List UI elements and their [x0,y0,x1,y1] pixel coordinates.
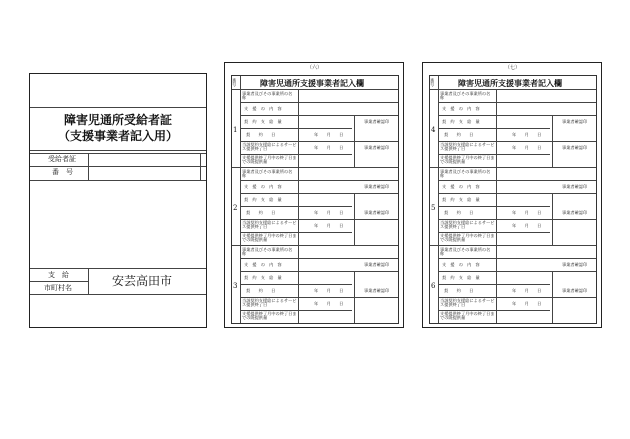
date-ymd: 年 月 日 [314,210,344,215]
support-content-label: 支 援 の 内 容 [442,106,480,111]
entry-number: 3 [233,282,238,290]
contract-amount-label: 契 約 支 給 量 [244,275,282,280]
form-title: 障害児通所支援事業者記入欄 [458,78,562,88]
remaining-label: 支援提供終了月中の終了日までの既提供量 [242,155,297,165]
contract-amount-label: 契 約 支 給 量 [244,119,282,124]
seal-label: 事業者確認印 [364,262,390,267]
issuer-label-2: 市町村名 [44,284,72,292]
support-content-label: 支 援 の 内 容 [244,106,282,111]
date-ymd: 年 月 日 [512,145,542,150]
header-col-label: 番号 [430,78,435,88]
end-date-label: 当該契約支援給によるサービス提供終了日 [242,142,297,152]
remaining-label: 支援提供終了月中の終了日までの既提供量 [440,311,495,321]
support-content-label: 支 援 の 内 容 [442,184,480,189]
end-date-label: 当該契約支援給によるサービス提供終了日 [242,298,297,308]
provider-name-label: 事業者及びその事業所の名称 [440,91,491,101]
contract-date-label: 契 約 日 [444,210,474,215]
contract-date-label: 契 約 日 [246,288,276,293]
contract-date-label: 契 約 日 [246,132,276,137]
cover-page [29,73,207,328]
page-number: （七） [505,65,521,71]
contract-date-label: 契 約 日 [246,210,276,215]
contract-amount-label: 契 約 支 給 量 [442,197,480,202]
entry-number: 4 [431,126,436,134]
contract-date-label: 契 約 日 [444,132,474,137]
seal-label: 事業者確認印 [562,288,588,293]
seal-label: 事業者確認印 [364,288,390,293]
provider-name-label: 事業者及びその事業所の名称 [242,247,293,257]
page-6 [224,62,404,328]
page-number: （六） [307,65,323,71]
cover-title-line1: 障害児通所受給者証 [63,113,172,127]
provider-name-label: 事業者及びその事業所の名称 [440,247,491,257]
end-date-label: 当該契約支援給によるサービス提供終了日 [242,220,297,230]
date-ymd: 年 月 日 [512,301,542,306]
date-ymd: 年 月 日 [314,301,344,306]
seal-label: 事業者確認印 [562,119,588,124]
date-ymd: 年 月 日 [314,288,344,293]
remaining-label: 支援提供終了月中の終了日までの既提供量 [440,155,495,165]
seal-label: 事業者確認印 [364,210,390,215]
date-ymd: 年 月 日 [512,288,542,293]
city-name: 安芸高田市 [112,274,173,288]
seal-label: 事業者確認印 [562,262,588,267]
seal-label: 事業者確認印 [562,184,588,189]
contract-amount-label: 契 約 支 給 量 [442,275,480,280]
recipient-label: 受給者証 [48,155,76,163]
seal-label: 事業者確認印 [364,184,390,189]
provider-name-label: 事業者及びその事業所の名称 [440,169,491,179]
seal-label: 事業者確認印 [364,145,390,150]
entry-number: 2 [233,204,238,212]
number-label: 番 号 [52,168,73,176]
date-ymd: 年 月 日 [314,132,344,137]
entry-number: 6 [431,282,436,290]
cover-title-line2: （支援事業者記入用） [57,129,178,143]
issuer-label-1: 支 給 [48,271,69,279]
date-ymd: 年 月 日 [314,145,344,150]
provider-name-label: 事業者及びその事業所の名称 [242,91,293,101]
provider-name-label: 事業者及びその事業所の名称 [242,169,293,179]
entry-number: 1 [233,126,238,134]
seal-label: 事業者確認印 [562,145,588,150]
remaining-label: 支援提供終了月中の終了日までの既提供量 [242,311,297,321]
header-col-label: 番号 [232,78,237,88]
form-title: 障害児通所支援事業者記入欄 [260,78,364,88]
contract-amount-label: 契 約 支 給 量 [244,197,282,202]
contract-amount-label: 契 約 支 給 量 [442,119,480,124]
date-ymd: 年 月 日 [512,132,542,137]
end-date-label: 当該契約支援給によるサービス提供終了日 [440,142,495,152]
date-ymd: 年 月 日 [512,223,542,228]
date-ymd: 年 月 日 [314,223,344,228]
support-content-label: 支 援 の 内 容 [244,184,282,189]
end-date-label: 当該契約支援給によるサービス提供終了日 [440,298,495,308]
end-date-label: 当該契約支援給によるサービス提供終了日 [440,220,495,230]
entry-number: 5 [431,204,436,212]
remaining-label: 支援提供終了月中の終了日までの既提供量 [440,233,495,243]
support-content-label: 支 援 の 内 容 [244,262,282,267]
date-ymd: 年 月 日 [512,210,542,215]
seal-label: 事業者確認印 [364,119,390,124]
support-content-label: 支 援 の 内 容 [442,262,480,267]
contract-date-label: 契 約 日 [444,288,474,293]
page-7 [422,62,602,328]
seal-label: 事業者確認印 [562,210,588,215]
remaining-label: 支援提供終了月中の終了日までの既提供量 [242,233,297,243]
